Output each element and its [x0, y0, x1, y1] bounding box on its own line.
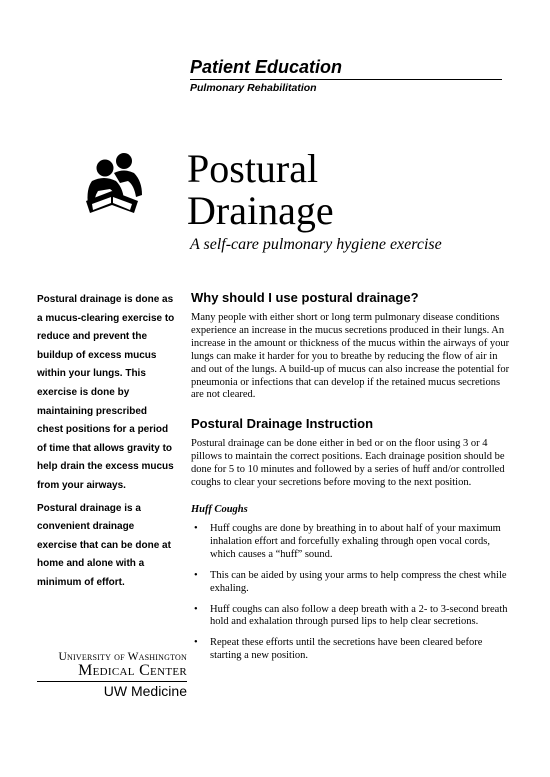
section-body-why: Many people with either short or long term pulmonary disease conditions experience an increase in the mucus secretions produced in their lungs. An increase in the amount or thickness of the mucus within the airways of your lungs can make it harder for you to breathe by reducing the flow of air in and out of the lungs. A build-up of mucus can also increase the potential for pneumonia or infections that can develop if the retained mucus secretions are not cleared. [191, 312, 510, 401]
list-item-text: Repeat these efforts until the secretions have been cleared before starting a new position. [210, 637, 483, 662]
people-reading-icon [84, 151, 146, 217]
header-rule [190, 79, 502, 80]
list-item-text: This can be aided by using your arms to help compress the chest while exhaling. [210, 569, 507, 594]
main-content [191, 290, 511, 671]
list-item [191, 523, 511, 562]
huff-coughs-heading: Huff Coughs [191, 503, 248, 515]
institution-logo [37, 651, 187, 699]
logo-uw-medicine: UW Medicine [103, 683, 187, 699]
list-item [191, 570, 511, 596]
brand-title: Patient Education [190, 57, 343, 77]
page-subtitle: A self-care pulmonary hygiene exercise [190, 236, 442, 253]
sidebar-paragraph-1: Postural drainage is done as a mucus-clearing exercise to reduce and prevent the buildup of excess mucus within your lungs. This exercise is done by maintaining prescribed chest positions for a period of time that allows gravity to help drain the excess mucus from your airways. [37, 294, 175, 491]
huff-coughs-list [191, 523, 511, 663]
section-heading-instruction: Postural Drainage Instruction [191, 416, 374, 432]
title-line-1: Postural [187, 146, 319, 191]
bullet-icon: • [194, 569, 198, 581]
list-item-text: Huff coughs are done by breathing in to about half of your maximum inhalation effort and forcefully exhaling through open vocal cords, which causes a “huff” sound. [210, 522, 501, 560]
list-item-text: Huff coughs can also follow a deep breath with a 2- to 3-second breath hold and exhalation through pursed lips to help clear secretions. [210, 603, 508, 628]
bullet-icon: • [194, 522, 198, 534]
title-line-2: Drainage [187, 188, 334, 233]
list-item [191, 637, 511, 663]
sidebar [37, 291, 175, 597]
list-item [191, 604, 511, 630]
page-title [187, 148, 334, 232]
bullet-icon: • [194, 603, 198, 615]
logo-medical-center: Medical Center [37, 662, 187, 682]
section-heading-why: Why should I use postural drainage? [191, 290, 419, 305]
section-body-instruction: Postural drainage can be done either in bed or on the floor using 3 or 4 pillows to maintain the correct positions. Each drainage position should be done for 5 to 10 minutes and followed by a series of huff and/or controlled coughs to clear your secretions before moving to the next position. [191, 438, 505, 489]
department-name: Pulmonary Rehabilitation [190, 82, 317, 94]
logo-university: University of Washington [58, 651, 187, 663]
bullet-icon: • [194, 637, 198, 649]
sidebar-paragraph-2: Postural drainage is a convenient drainage exercise that can be done at home and alone with a minimum of effort. [37, 502, 171, 588]
